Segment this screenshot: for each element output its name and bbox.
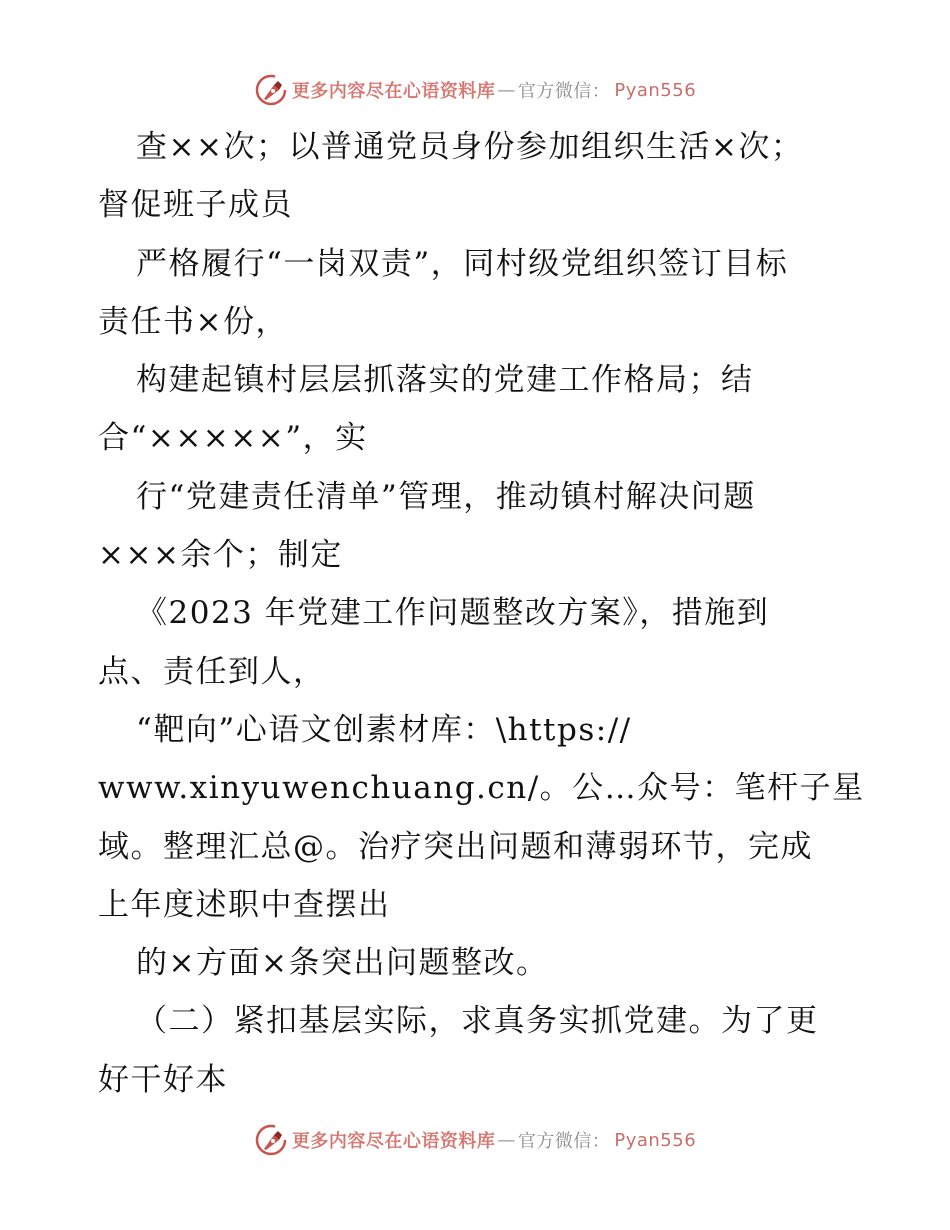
body-line: 责任书×份， (98, 303, 288, 340)
pen-nib-logo-icon (254, 73, 288, 107)
body-line: 上年度述职中查摆出 (98, 886, 391, 923)
banner-title: 更多内容尽在心语资料库 (291, 1131, 496, 1152)
body-line: 的×方面×条突出问题整改。 (136, 945, 549, 982)
document-body (98, 118, 878, 1109)
body-line: 合“×××××”，实 (98, 420, 368, 457)
banner-dash: — (497, 1129, 516, 1151)
banner-dash: — (497, 79, 516, 101)
banner-wechat-label: 官方微信： (517, 1131, 611, 1152)
footer-banner (0, 1120, 950, 1160)
body-line: 查××次；以普通党员身份参加组织生活×次； (136, 129, 804, 165)
body-line: ×××余个；制定 (98, 537, 343, 574)
body-line: 行“党建责任清单”管理，推动镇村解决问题 (136, 478, 756, 515)
body-line: 《2023 年党建工作问题整改方案》，措施到 (136, 595, 770, 632)
body-line: （二）紧扣基层实际，求真务实抓党建。为了更 (136, 1003, 819, 1040)
header-banner (0, 70, 950, 110)
banner-wechat-id: Pyan556 (614, 79, 697, 101)
body-line: 严格履行“一岗双责”，同村级党组织签订目标 (136, 245, 789, 282)
body-line: www.xinyuwenchuang.cn/。公…众号：笔杆子星 (98, 770, 865, 807)
body-line: 域。整理汇总@。治疗突出问题和薄弱环节，完成 (98, 828, 813, 865)
pen-nib-logo-icon (254, 1123, 288, 1157)
body-line: 好干好本 (98, 1061, 228, 1098)
banner-wechat-label: 官方微信： (517, 81, 611, 102)
banner-wechat-id: Pyan556 (614, 1129, 697, 1151)
body-line: 构建起镇村层层抓落实的党建工作格局；结 (136, 362, 754, 399)
body-line: 督促班子成员 (98, 187, 293, 224)
body-line: “靶向”心语文创素材库：\https:// (136, 711, 632, 748)
body-line: 点、责任到人， (98, 653, 326, 690)
banner-title: 更多内容尽在心语资料库 (291, 81, 496, 102)
